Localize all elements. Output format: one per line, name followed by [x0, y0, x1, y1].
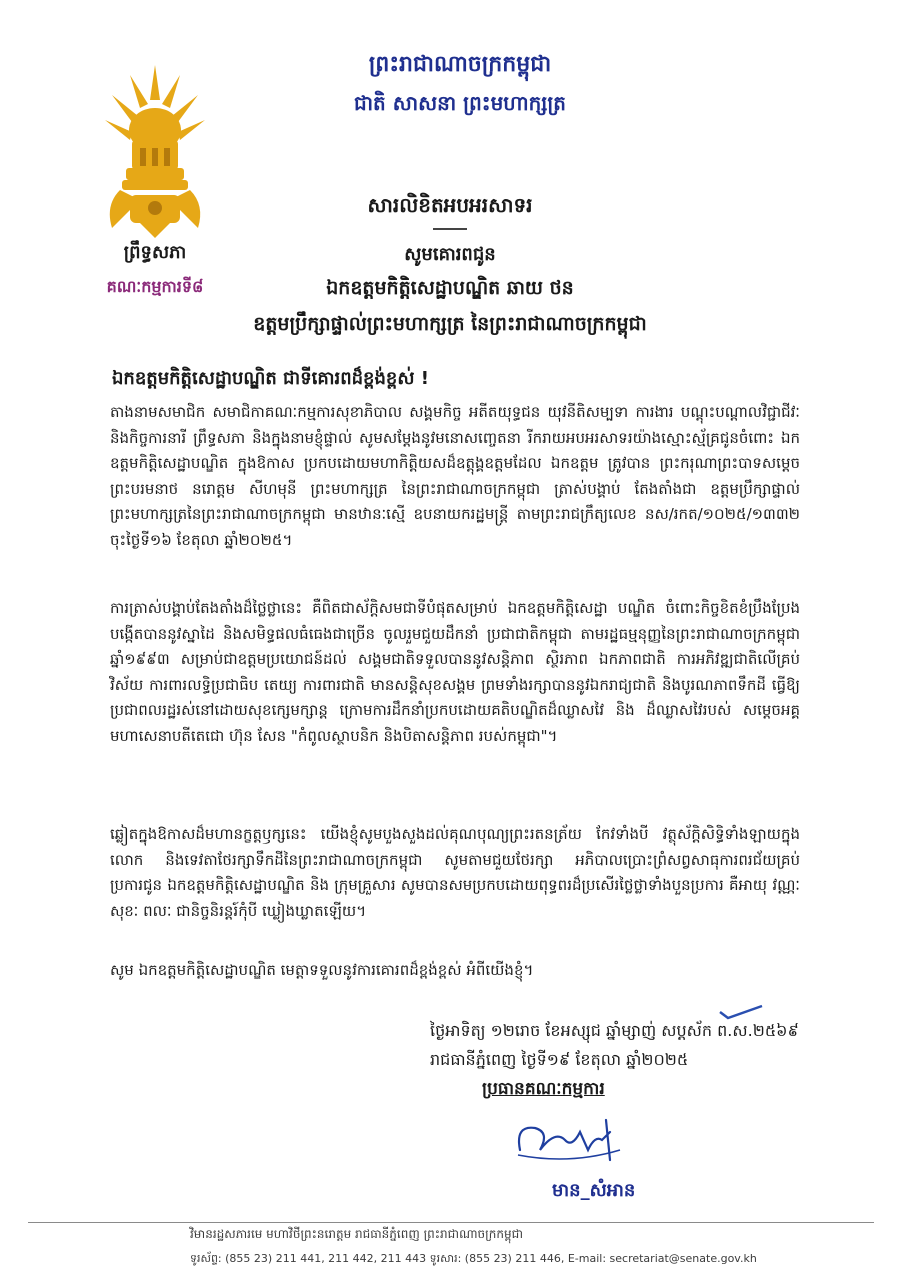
signer-title: ប្រធានគណៈកម្មការ [482, 1079, 605, 1099]
respect-line: សូមគោរពជូន [404, 244, 496, 265]
civil-date: រាជធានីភ្នំពេញ ថ្ងៃទី១៩ ខែតុលា ឆ្នាំ២០២៥ [430, 1050, 689, 1069]
recipient-name: ឯកឧត្តមកិត្តិសេដ្ឋាបណ្ឌិត ឆាយ ថន [326, 277, 574, 299]
divider [433, 228, 467, 230]
salutation: ឯកឧត្តមកិត្តិសេដ្ឋាបណ្ឌិត ជាទីគោរពដ៏ខ្ពង់ខ្ពស់ ! [112, 368, 429, 389]
recipient-position: ឧត្តមប្រឹក្សាផ្ទាល់ព្រះមហាក្សត្រ នៃព្រះរាជាណាចក្រកម្ពុជា [253, 313, 647, 335]
lunar-date: ថ្ងៃអាទិត្យ ១២រោច ខែអស្សុជ ឆ្នាំម្សាញ់ សប្តស័ក ព.ស.២៥៦៩ [430, 1021, 799, 1040]
kingdom-heading: ព្រះរាជាណាចក្រកម្ពុជា [368, 52, 552, 77]
body-paragraph: ឆ្លៀតក្នុងឱកាសដ៏មហានក្ខត្តឫក្សនេះ យើងខ្ញុំសូមបួងសួងដល់គុណបុណ្យព្រះរតនត្រ័យ កែវទាំងបី វត្ថុស័ក្តិសិទ្ធិទាំងឡាយក្នុងលោក និងទេវតាថែរក្សាទឹកដីនៃព្រះរាជាណាចក្រកម្ពុជា សូមតាមជួយថែរក្សា អភិបាលប្រោះព្រំសព្វសាធុការពរជ័យគ្រប់ប្រការជូន ឯកឧត្តមកិត្តិសេដ្ឋាបណ្ឌិត និង ក្រុមគ្រួសារ សូមបានសមប្រកបដោយពុទ្ធពរដ៏ប្រសើរថ្លៃថ្លាទាំងបួនប្រការ គឺអាយុ វណ្ណៈ សុខៈ ពលៈ ជានិច្ចនិរន្តរ៍កុំបី ឃ្លៀងឃ្លាតឡើយ។ [110, 825, 800, 920]
commission-name: គណៈកម្មការទី៨ [106, 277, 204, 296]
letter-type-title: សារលិខិតអបអរសាទរ [367, 193, 533, 217]
senate-emblem-icon [100, 60, 210, 240]
footer-contact: ទូរស័ព្ទ: (855 23) 211 441, 211 442, 211 443 ទូរសារ: (855 23) 211 446, E-mail: secretariat@senate.gov.kh [190, 1252, 757, 1265]
body-paragraph: តាងនាមសមាជិក សមាជិកាគណៈកម្មការសុខាភិបាល សង្គមកិច្ច អតីតយុទ្ធជន យុវនីតិសម្បទា ការងារ បណ្តុះបណ្តាលវិជ្ជាជីវៈ និងកិច្ចការនារី ព្រឹទ្ធសភា និងក្នុងនាមខ្ញុំផ្ទាល់ សូមសម្តែងនូវមនោសញ្ចេតនា រីករាយអបអរសាទរយ៉ាងស្មោះស្ម័គ្រជូនចំពោះ ឯកឧត្តមកិត្តិសេដ្ឋាបណ្ឌិត ក្នុងឱកាស ប្រកបដោយមហាកិត្តិយសដ៏ឧត្តុង្គឧត្តមដែល ឯកឧត្តម ត្រូវបាន ព្រះករុណាព្រះបាទសម្តេច ព្រះបរមនាថ នរោត្តម សីហមុនី ព្រះមហាក្សត្រ នៃព្រះរាជាណាចក្រកម្ពុជា ត្រាស់បង្គាប់ តែងតាំងជា ឧត្តមប្រឹក្សាផ្ទាល់ព្រះមហាក្សត្រនៃព្រះរាជាណាចក្រកម្ពុជា មានឋានៈស្មើ ឧបនាយករដ្ឋមន្ត្រី តាមព្រះរាជក្រឹត្យលេខ នស/រកត/១០២៥/១៣៣២ ចុះថ្ងៃទី១៦ ខែតុលា ឆ្នាំ២០២៥។ [110, 403, 800, 549]
footer-address: វិមានរដ្ឋសភារមេ មហាវិថីព្រះនរោត្តម រាជធានីភ្នំពេញ ព្រះរាជាណាចក្រកម្ពុជា [190, 1227, 524, 1241]
signer-name: មាន_សំអាន [552, 1180, 636, 1201]
handwritten-signature [510, 1110, 630, 1170]
closing-paragraph: សូម ឯកឧត្តមកិត្តិសេដ្ឋាបណ្ឌិត មេត្តាទទួលនូវការគោរពដ៏ខ្ពង់ខ្ពស់ អំពីយើងខ្ញុំ។ [110, 961, 534, 979]
check-mark-icon [718, 1004, 764, 1020]
institution-name: ព្រឹទ្ធសភា [123, 242, 187, 263]
national-motto: ជាតិ សាសនា ព្រះមហាក្សត្រ [354, 91, 566, 115]
body-paragraph: ការត្រាស់បង្គាប់តែងតាំងដ៏ថ្លៃថ្លានេះ គឺពិតជាស័ក្តិសមជាទីបំផុតសម្រាប់ ឯកឧត្តមកិត្តិសេដ្ឋា បណ្ឌិត ចំពោះកិច្ចខិតខំប្រឹងប្រែងបង្កើតបាននូវស្នាដៃ និងសមិទ្ធផលធំធេងជាច្រើន ចូលរួមជួយដឹកនាំ ប្រជាជាតិកម្ពុជា តាមរដ្ឋធម្មនុញ្ញនៃព្រះរាជាណាចក្រកម្ពុជាឆ្នាំ១៩៩៣ សម្រាប់ជាឧត្តមប្រយោជន៍ដល់ សង្គមជាតិទទួលបាននូវសន្តិភាព ស្ថិរភាព ឯកភាពជាតិ ការអភិវឌ្ឍជាតិលើគ្រប់វិស័យ ការពារលទ្ធិប្រជាធិប តេយ្យ ការពារជាតិ មានសន្តិសុខសង្គម ព្រមទាំងរក្សាបាននូវឯករាជ្យជាតិ និងបូរណភាពទឹកដី ធ្វើឱ្យ ប្រជាពលរដ្ឋរស់នៅដោយសុខក្សេមក្សាន្ត ក្រោមការដឹកនាំប្រកបដោយគតិបណ្ឌិតដ៏ឈ្លាសវៃ និង ដ៏ឈ្លាសវៃរបស់ សម្តេចអគ្គមហាសេនាបតីតេជោ ហ៊ុន សែន "កំពូលស្ថាបនិក និងបិតាសន្តិភាព របស់កម្ពុជា"។ [110, 599, 800, 745]
footer-divider [28, 1222, 874, 1223]
